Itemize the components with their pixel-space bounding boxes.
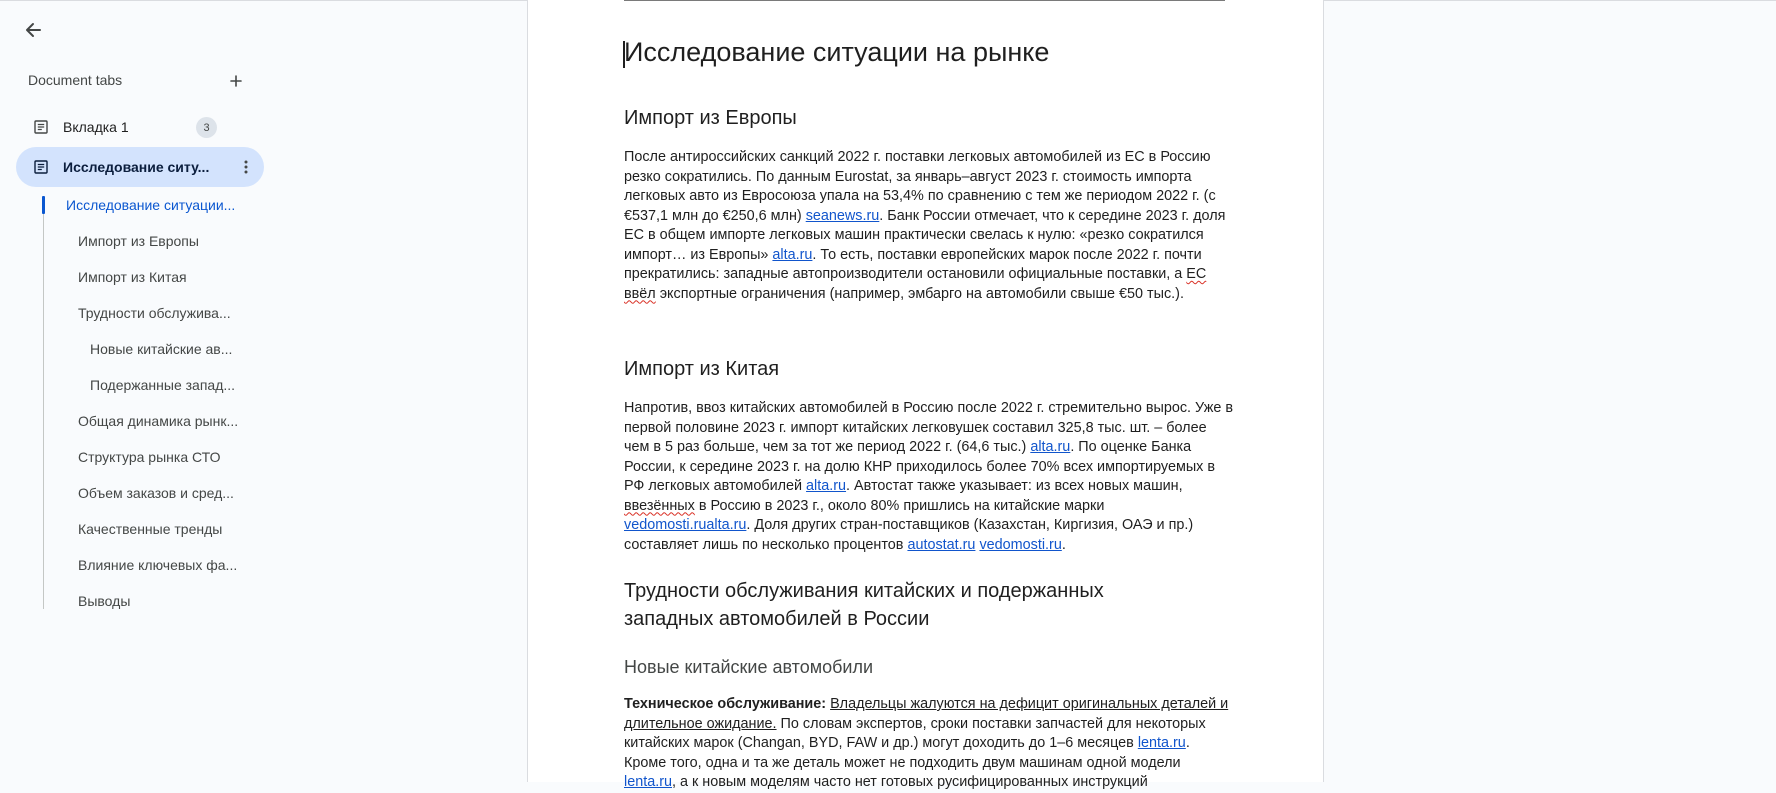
misspelled-word[interactable]: ЕС [1186, 266, 1207, 282]
link-vedomosti-alta[interactable]: vedomosti.rualta.ru [624, 517, 747, 533]
outline-item[interactable]: Трудности обслужива... [78, 305, 231, 321]
outline-item[interactable]: Структура рынка СТО [78, 449, 221, 465]
tab-label: Исследование ситу... [63, 159, 210, 175]
link-vedomosti[interactable]: vedomosti.ru [979, 536, 1062, 553]
document-page[interactable] [527, 0, 1324, 790]
outline-item[interactable]: Подержанные запад... [90, 377, 236, 393]
back-button[interactable] [16, 13, 50, 47]
tab-label: Вкладка 1 [63, 119, 129, 135]
heading-new-chinese-cars[interactable]: Новые китайские автомобили [624, 657, 874, 677]
underlined-text: Владельцы жалуются на дефицит оригинальных деталей и длительное ожидание. [624, 696, 1229, 732]
tab-vkladka-1[interactable] [16, 107, 264, 147]
document-icon [34, 120, 48, 134]
link-alta[interactable]: alta.ru [1030, 439, 1071, 455]
plus-icon [230, 75, 242, 87]
paragraph-china[interactable]: Напротив, ввоз китайских автомобилей в Россию после 2022 г. стремительно вырос. Уже в первой половине 2023 г. импорт китайских легковушек составил 325,8 тыс. шт. – более чем в 5 раз больше, чем за тот же период 2022 г. (64,6 тыс.) alta.ru. По оценке Банка России, к середине 2023 г. на долю КНР приходилось более 70% всех импортируемых в РФ легковых автомобилей alta.ru. Автостат также указывает: из всех новых машин, ввезённых в Россию в 2023 г., около 80% пришлись на китайские марки vedomosti.rualta.ru. Доля других стран-поставщиков (Казахстан, Киргизия, ОАЭ и пр.) составляет лишь по несколько процентов autostat.ru vedomosti.ru. [624, 400, 1233, 553]
paragraph-europe[interactable]: После антироссийских санкций 2022 г. поставки легковых автомобилей из ЕС в Россию резко сократились. По данным Eurostat, за январь–август 2023 г. стоимость импорта легковых авто из Евросоюза упала на 53,4% по сравнению с тем же периодом 2022 г. (с €537,1 млн до €250,6 млн) seanews.ru. Банк России отмечает, что к середине 2023 г. доля ЕС в общем импорте легковых машин практически свелась к нулю: «резко сократился импорт… из Европы» alta.ru. То есть, поставки европейских марок после 2022 г. почти прекратились: западные автопроизводители остановили официальные поставки, а ЕС ввёл экспортные ограничения (например, эмбарго на автомобили свыше €50 тыс.). [624, 149, 1226, 302]
document-icon [34, 160, 48, 174]
heading-europe[interactable]: Импорт из Европы [624, 107, 797, 129]
outline-item[interactable]: Импорт из Китая [78, 269, 187, 285]
link-lenta[interactable]: lenta.ru [624, 774, 672, 790]
heading-difficulties[interactable]: Трудности обслуживания китайских и подержанных западных автомобилей в России [624, 580, 1104, 630]
link-alta[interactable]: alta.ru [806, 478, 847, 494]
outline-item[interactable]: Качественные тренды [78, 521, 223, 537]
link-autostat[interactable]: autostat.ru [907, 536, 976, 553]
arrow-left-icon [24, 21, 42, 39]
document-tabs-sidebar [0, 0, 280, 782]
heading-china[interactable]: Импорт из Китая [624, 358, 780, 380]
document-tabs-title: Document tabs [28, 72, 123, 88]
outline-item[interactable]: Выводы [78, 593, 131, 609]
bold-label: Техническое обслуживание: [624, 696, 827, 712]
outline-item[interactable]: Импорт из Европы [78, 233, 199, 249]
link-seanews[interactable]: seanews.ru [805, 207, 880, 224]
more-vert-icon [244, 160, 248, 174]
outline-active-indicator [42, 196, 45, 214]
tab-market-research[interactable] [16, 147, 264, 187]
page-top-rule [624, 0, 1225, 1]
misspelled-word[interactable]: ввезённых [624, 497, 695, 514]
comment-count-badge: 3 [196, 117, 217, 138]
outline-item[interactable]: Объем заказов и сред... [78, 485, 234, 501]
outline-item[interactable]: Новые китайские ав... [90, 341, 233, 357]
misspelled-word[interactable]: ввёл [624, 285, 656, 302]
outline-item[interactable]: Влияние ключевых фа... [78, 557, 238, 573]
link-alta[interactable]: alta.ru [772, 246, 813, 263]
outline-item[interactable]: Исследование ситуации... [66, 197, 236, 213]
tab-options-button[interactable] [234, 155, 258, 179]
link-lenta[interactable]: lenta.ru [1137, 735, 1186, 751]
paragraph-maintenance[interactable]: Техническое обслуживание: Владельцы жалуются на дефицит оригинальных деталей и длительное ожидание. По словам экспертов, сроки поставки запчастей для некоторых китайских марок (Changan, BYD, FAW и др.) могут доходить до 1–6 месяцев lenta.ru. Кроме того, одна и та же деталь может не подходить двум машинам одной модели lenta.ru, а к новым моделям часто нет готовых русифицированных инструкций [624, 696, 1229, 790]
add-tab-button[interactable] [224, 69, 248, 93]
outline-item[interactable]: Общая динамика рынк... [78, 413, 239, 429]
outline-guide-line [43, 196, 44, 609]
document-title[interactable]: Исследование ситуации на рынке [624, 37, 1050, 67]
